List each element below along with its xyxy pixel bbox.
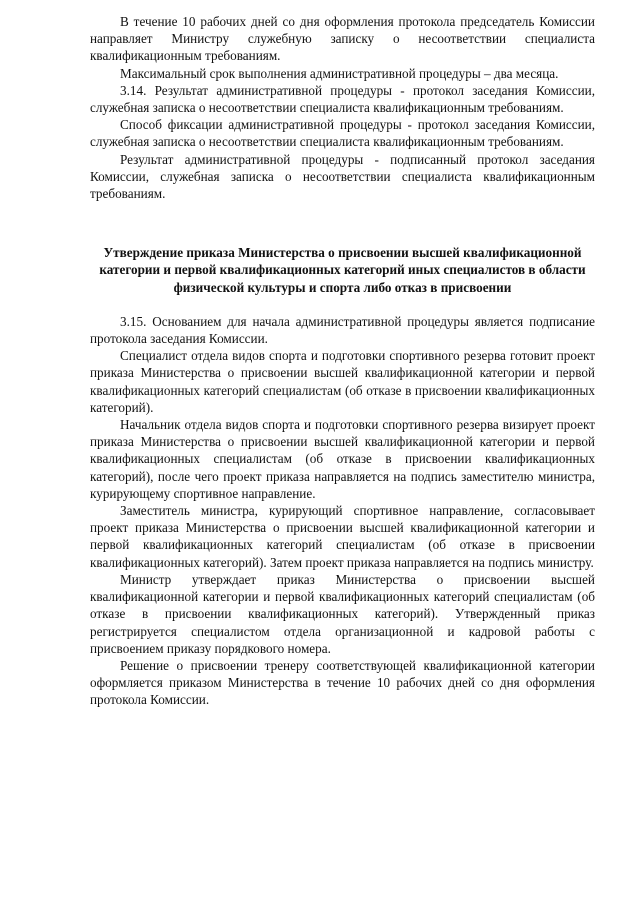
paragraph-coach-decision: Решение о присвоении тренеру соответствующей квалификационной категории оформляется приказом Министерства в течение 10 рабочих дней со дня оформления протокола Комиссии. (90, 657, 595, 708)
spacer (90, 202, 595, 244)
paragraph-deputy-approval: Заместитель министра, курирующий спортивное направление, согласовывает проект приказа Министерства о присвоении высшей квалификационной категории и первой квалификационных категорий специалистам (об отказе в присвоении квалификационных категорий). Затем проект приказа направляется на подпись министру. (90, 503, 595, 570)
paragraph-protocol-deadline: В течение 10 рабочих дней со дня оформления протокола председатель Комиссии направляет Министру служебную записку о несоответствии специалиста квалификационным требованиям. (90, 14, 595, 64)
document-body (90, 13, 595, 709)
paragraph-head-approval: Начальник отдела видов спорта и подготовки спортивного резерва визирует проект приказа Министерства о присвоении высшей квалификационной категории и первой квалификационных специалистам (об отказе в присвоении квалификационных категорий), после чего проект приказа направляется на подпись заместителю министра, курирующему спортивное направление. (90, 417, 595, 501)
spacer (90, 296, 595, 313)
paragraph-3-15-basis: 3.15. Основанием для начала административной процедуры является подписание протокола заседания Комиссии. (90, 313, 595, 347)
paragraph-fixation-method: Способ фиксации административной процедуры - протокол заседания Комиссии, служебная записка о несоответствии специалиста квалификационным требованиям. (90, 117, 595, 150)
paragraph-minister-approval: Министр утверждает приказ Министерства о присвоении высшей квалификационной категории и первой квалификационных категорий специалистам (об отказе в присвоении квалификационных категорий). Утвержденный приказ регистрируется специалистом отдела организационной и кадровой работы с присвоением приказу порядкового номера. (90, 571, 595, 656)
paragraph-draft-order: Специалист отдела видов спорта и подготовки спортивного резерва готовит проект приказа Министерства о присвоении высшей квалификационной категории и первой квалификационных категорий специалистам (об отказе в присвоении квалификационных категорий). (90, 348, 595, 415)
section-heading: Утверждение приказа Министерства о присвоении высшей квалификационной категории и первой квалификационных категорий иных специалистов в области физической культуры и спорта либо отказ в присвоении (99, 245, 586, 295)
paragraph-3-14-result: 3.14. Результат административной процедуры - протокол заседания Комиссии, служебная записка о несоответствии специалиста квалификационным требованиям. (90, 82, 595, 116)
paragraph-max-duration: Максимальный срок выполнения административной процедуры – два месяца. (120, 65, 559, 81)
paragraph-procedure-result: Результат административной процедуры - подписанный протокол заседания Комиссии, служебная записка о несоответствии специалиста квалификационным требованиям. (90, 151, 595, 202)
